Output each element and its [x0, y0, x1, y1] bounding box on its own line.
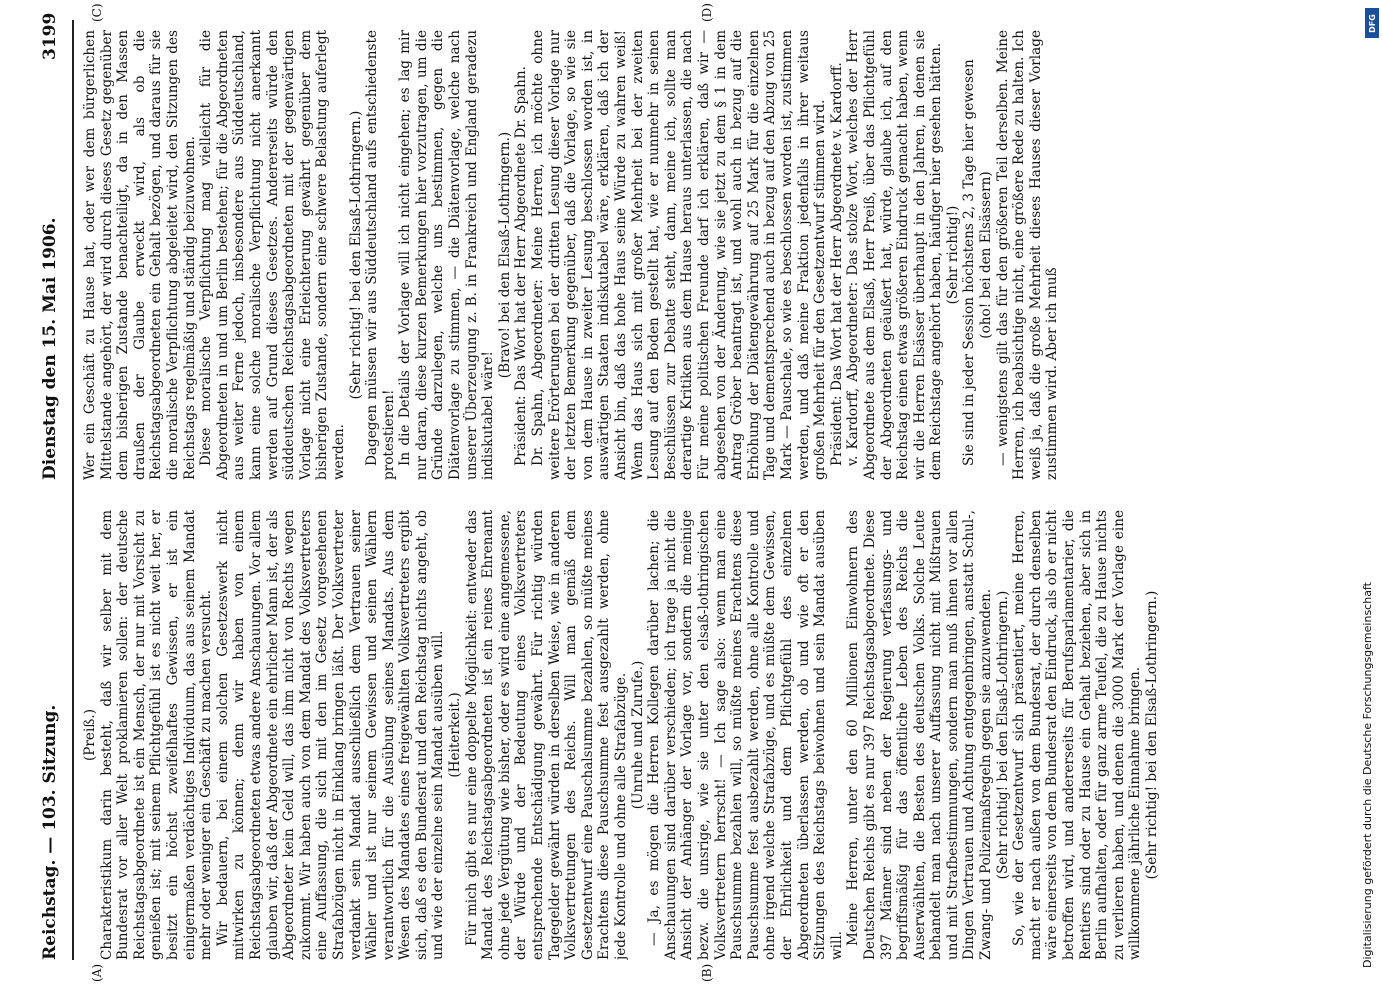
- paragraph: (oho! bei den Elsässern): [978, 171, 995, 339]
- right-column: [82, 30, 1337, 480]
- paragraph: (Sehr richtig! bei den Elsaß-Lothringern.): [1144, 590, 1160, 880]
- left-column: [82, 510, 1337, 960]
- running-header-left: Reichstag. — 103. Sitzung.: [40, 704, 60, 960]
- paragraph: (Heiterkeit.): [447, 692, 464, 778]
- running-header-right: [40, 217, 70, 480]
- paragraph: Dr. Spahn, Abgeordneter: Meine Herren, ich möchte ohne weitere Erörterungen bei der dritten Lesung dieser Vorlage nur der letzten Bemerkung gegenüber, daß die Vorlage, so wie sie von dem Hause in zweiter Lesung beschlossen worden ist, in auswärtigen Staaten indiskutabel wäre, erklären, daß ich der Ansicht bin, daß das hohe Haus seine Würde zu wahren weiß! Wenn das Haus sich mit großer Mehrheit bei der zweiten Lesung auf den Boden gestellt hat, wie er nunmehr in seinen Beschlüssen zur Debatte steht, dann, meine ich, sollte man derartige Kritiken aus dem Hause heraus unterlassen, die nach Für meine politischen Freunde darf ich erklären, daß wir — abgesehen von der Änderung, wie sie jetzt zu dem § 1 in dem Antrag Gröber beantragt ist, und wohl auch in bezug auf die Erhöhung der Diätengewährung auf 25 Mark für die einzelnen Tage und dementsprechend auch in bezug auf den Abzug von 25 Mark — Pauschale, so wie es beschlossen worden ist, zustimmen werden, und daß meine Fraktion jedenfalls in ihrer weitaus großen Mehrheit für den Gesetzentwurf stimmen wird.: [530, 30, 829, 480]
- paragraph: (Preiß.): [82, 708, 98, 762]
- paragraph: Präsident: Das Wort hat der Herr Abgeordnete Dr. Spahn.: [513, 66, 530, 466]
- paragraph: (Unruhe und Zurufe.): [629, 660, 646, 810]
- paragraph: Wir bedauern, bei einem solchen Gesetzeswerk nicht mitwirken zu können; denn wir haben von einem Reichstagsabgeordneten etwas andere Anschauungen. Vor allem glauben wir, daß der Abgeordnete ein ehrlicher Mann ist, der als Abgeordneter kein Geld will, das ihm nicht von Rechts wegen zukommt. Wir haben auch von dem Mandat des Volksvertreters eine Auffassung, die sich mit den im Gesetz vorgesehenen Strafabzügen nicht in Einklang bringen läßt. Der Volksvertreter verdankt sein Mandat ausschließlich dem Vertrauen seiner Wähler und ist nur seinem Gewissen und seinen Wählern verantwortlich für die Ausübung seines Mandats. Aus dem Wesen des Mandates eines freigewählten Volksvertreters ergibt sich, daß es den Bundesrat und den Reichstag nichts angeht, ob und wie der einzelne sein Mandat ausüben will.: [214, 510, 447, 960]
- paragraph: Sie sind in jeder Session höchstens 2, 3 Tage hier gewesen: [961, 59, 978, 466]
- margin-mark-d: (D): [700, 3, 714, 22]
- paragraph: Meine Herren, unter den 60 Millionen Einwohnern des Deutschen Reichs gibt es nur 397 Reichstagsabgeordnete. Diese 397 Männer sind neben der Regierung verfassungs- und begriffsmäßig für das öffentliche Leben des Reichs die Auserwählten, die Besten des deutschen Volks. Solche Leute behandelt man nach unserer Auffassung nicht mit Mißtrauen und mit Strafbestimmungen, sondern man muß ihnen vor allen Dingen Vertrauen und Achtung entgegenbringen, anstatt Schul-, Zwang- und Polizeimaßregeln gegen sie anzuwenden.: [845, 510, 995, 960]
- digitization-stamp: [1361, 8, 1379, 968]
- paragraph: Für mich gibt es nur eine doppelte Möglichkeit: entweder das Mandat des Reichstagsabgeordneten ist ein reines Ehrenamt ohne jede Vergütung wie bisher, oder es wird eine angemessene, der Würde und der Bedeutung eines Volksvertreters entsprechende Entschädigung gewährt. Für richtig würden Tagegelder gewährt würden in derselben Weise, wie in anderen Volksvertretungen des Reichs. Will man gemäß dem Gesetzentwurf eine Pauschalsumme bezahlen, so müßte meines Erachtens diese Pauschsumme fest ausgezahlt werden, ohne jede Kontrolle und ohne alle Strafabzüge.: [463, 510, 629, 960]
- dfg-logo-text: DFG: [1367, 13, 1377, 33]
- paragraph: v. Kardorff, Abgeordneter: Das stolze Wort, welches der Herr Abgeordnete aus dem Elsaß, Herr Preiß, über das Pflichtgefühl der Abgeordneten geäußert hat, würde, glaube ich, auf den Reichstag einen etwas größeren Eindruck gemacht haben, wenn wir die Herren Elsässer überhaupt in den Jahren, in denen sie dem Reichstage angehört haben, häufiger hier gesehen hätten.: [845, 30, 945, 480]
- newspaper-page: [0, 3, 1383, 982]
- paragraph: — Ja, es mögen die Herren Kollegen darüber lachen; die Anschauungen sind darüber verschieden; ich trage ja nicht die Ansicht der Anhänger der Vorlage vor, sondern die meinige bezw. die unsrige, wie sie unter den elsaß-lothringischen Volksvertretern herrscht! — Ich sage also: wenn man eine Pauschsumme bezahlen will, so müßte meines Erachtens diese Pauschsumme fest ausbezahlt werden, ohne alle Kontrolle und ohne irgend welche Strafabzüge, und es müßte dem Gewissen, der Ehrlichkeit und dem Pflichtgefühl des einzelnen Abgeordneten überlassen werden, ob und wie oft er den Sitzungen des Reichstags beiwohnen und sein Mandat ausüben will.: [646, 510, 845, 960]
- header-rule: [72, 20, 74, 960]
- page-number: 3199: [40, 12, 60, 60]
- dfg-logo: [1365, 8, 1379, 38]
- paragraph: (Sehr richtig! bei den Elsaß-Lothringern.): [994, 590, 1011, 880]
- margin-mark-a: (A): [90, 963, 104, 982]
- paragraph: (Sehr richtig! bei den Elsaß-Lothringern.): [347, 110, 364, 400]
- margin-mark-b: (B): [700, 963, 714, 982]
- paragraph: Dagegen müssen wir aus Süddeutschland aufs entschiedenste protestieren!: [364, 30, 397, 480]
- paragraph: Diese moralische Verpflichtung mag vielleicht für die Abgeordneten in und um Berlin bestehen; für die Abgeordneten aus weiter Ferne jedoch, insbesondere aus Süddeutschland, kann eine solche moralische Verpflichtung nicht anerkannt werden auf Grund dieses Gesetzes. Andererseits würde den süddeutschen Reichstagsabgeordneten mit der gegenwärtigen Vorlage nicht eine Erleichterung gewährt gegenüber dem bisherigen Zustande, sondern eine schwere Belastung auferlegt werden.: [198, 30, 347, 480]
- paragraph: So, wie der Gesetzentwurf sich präsentiert, meine Herren, macht er nach außen von dem Bundesrat, der durch denselben wäre einerseits von dem Bundesrat den Eindruck, als ob er nicht betroffen wird, und andererseits für Berufsparlamentarier, die Rentiers sind oder zu Hause ein Gehalt beziehen, aber sich in Berlin aufhalten, oder für ganz arme Teufel, die zu Hause nichts zu verlieren haben, und denen die 3000 Mark der Vorlage eine willkommene jährliche Einnahme bringen.: [1011, 510, 1144, 960]
- paragraph: — wenigstens gilt das für den größeren Teil derselben. Meine Herren, ich beabsichtige nicht, eine größere Rede zu halten. Ich weiß ja, daß die große Mehrheit dieses Hauses dieser Vorlage zustimmen wird. Aber ich muß: [994, 30, 1061, 480]
- paragraph: (Sehr richtig!): [944, 205, 961, 305]
- paragraph: Wer ein Geschäft zu Hause hat, oder wer dem bürgerlichen Mittelstande angehört, der wird durch dieses Gesetz gegenüber dem bisherigen Zustande benachteiligt, da in den Massen draußen der Glaube erweckt wird, als ob die Reichstagsabgeordneten ein Gehalt bezögen, und daraus für sie die moralische Verpflichtung abgeleitet wird, den Sitzungen des Reichstags regelmäßig und ständig beizuwohnen.: [82, 30, 198, 480]
- margin-mark-c: (C): [90, 3, 104, 22]
- stamp-text: Digitalisierung gefördert durch die Deutsche Forschungsgemeinschaft: [1361, 582, 1374, 968]
- paragraph: (Bravo! bei den Elsaß-Lothringern.): [496, 131, 513, 379]
- paragraph: Präsident: Das Wort hat der Herr Abgeordnete v. Kardorff.: [828, 62, 845, 466]
- paragraph: In die Details der Vorlage will ich nicht eingehen; es lag mir nur daran, diese kurzen Bemerkungen hier vorzutragen, um die Gründe darzulegen, welche uns bestimmen, gegen die Diätenvorlage zu stimmen, — die Diätenvorlage, welche nach unserer Überzeugung z. B. in Frankreich und England geradezu indiskutabel wäre!: [397, 30, 497, 480]
- header-date: Dienstag den 15. Mai 1906.: [40, 217, 60, 480]
- paragraph: Charakteristikum darin besteht, daß wir selber mit dem Bundesrat vor aller Welt proklamieren sollen: der deutsche Reichstagsabgeordnete ist ein Mensch, der nur mit Vorsicht zu genießen ist; mit seinem Pflichtgefühl ist es nicht weit her, er besitzt ein höchst zweifelhaftes Gewissen, er ist ein einigermaßen verdächtiges Individuum, das aus seinem Mandat mehr oder weniger ein Geschäft zu machen versucht.: [98, 510, 215, 960]
